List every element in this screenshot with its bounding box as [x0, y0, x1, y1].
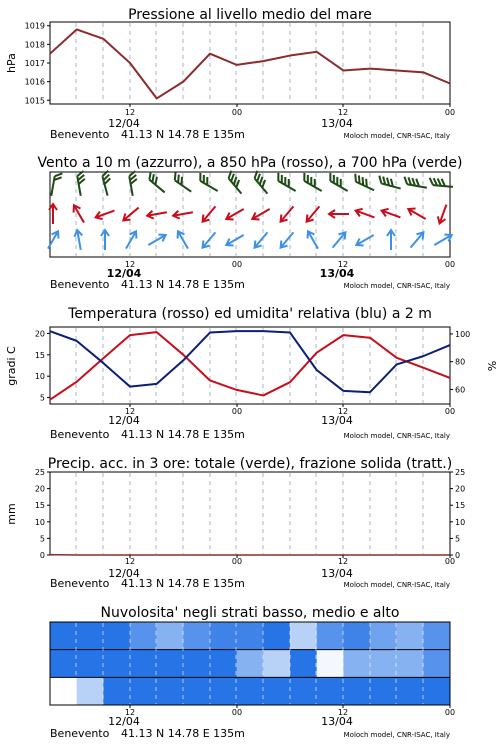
temp-rh-title: Temperatura (rosso) ed umidita' relativa (blu) a 2 m	[68, 306, 432, 322]
cloud-cell-alto	[237, 622, 264, 650]
cloud-cell-basso	[130, 677, 157, 705]
cloud-cell-medio	[263, 650, 290, 678]
cloud-cell-basso	[77, 677, 104, 705]
cloud-cell-alto	[397, 622, 424, 650]
clouds-xtick-label: 12	[337, 708, 349, 717]
precip-right-ytick-label: 0	[455, 551, 461, 560]
cloud-cell-alto	[77, 622, 104, 650]
wind-station: Benevento	[50, 278, 110, 291]
wind-date-label: 13/04	[319, 267, 355, 280]
wind-xtick-label: 00	[231, 260, 243, 269]
precip-right-ytick-label: 20	[455, 484, 466, 494]
wind-barb	[278, 230, 297, 250]
cloud-cell-alto	[183, 622, 210, 650]
cloud-cell-alto	[103, 622, 130, 650]
clouds-title: Nuvolosita' negli strati basso, medio e alto	[100, 605, 400, 621]
cloud-cell-basso	[50, 677, 77, 705]
wind-title: Vento a 10 m (azzurro), a 850 hPa (rosso), a 700 hPa (verde)	[37, 155, 463, 171]
wind-barb	[380, 207, 402, 221]
precip-left-ytick-label: 5	[39, 534, 45, 544]
cloud-cell-basso	[237, 677, 264, 705]
precip-left-ytick-label: 10	[34, 517, 45, 527]
precip-coords: 41.13 N 14.78 E 135m	[121, 577, 245, 590]
wind-barb	[436, 203, 450, 225]
precip-xtick-label: 00	[444, 557, 456, 566]
temp-left-ytick-label: 15	[34, 350, 45, 360]
wind-barb	[73, 229, 84, 250]
wind-barb	[172, 208, 193, 219]
precip-left-ytick-label: 0	[39, 551, 45, 560]
wind-barb-feather	[352, 174, 359, 182]
wind-barb	[101, 230, 109, 250]
cloud-cell-alto	[130, 622, 157, 650]
wind-barb	[224, 232, 245, 249]
wind-barb-feather	[301, 173, 308, 181]
cloud-cell-medio	[423, 650, 450, 678]
temp-rh-xtick-label: 12	[337, 407, 349, 416]
precip-title: Precip. acc. in 3 ore: totale (verde), frazione solida (tratt.)	[47, 456, 453, 472]
precip-station: Benevento	[50, 577, 110, 590]
precip-date-label: 13/04	[321, 567, 353, 580]
wind-xtick-label: 12	[337, 260, 349, 269]
cloud-cell-alto	[210, 622, 237, 650]
pressure-ytick-label: 1017	[24, 59, 45, 68]
clouds-date-label: 13/04	[321, 715, 353, 728]
cloud-cell-medio	[370, 650, 397, 678]
wind-barb	[146, 232, 167, 249]
precip-right-ytick-label: 10	[455, 517, 466, 527]
wind-barb	[200, 204, 219, 224]
humidity-line	[50, 331, 450, 392]
cloud-cell-medio	[103, 650, 130, 678]
wind-barb	[406, 206, 427, 223]
temp-rh-xtick-label: 00	[444, 407, 456, 416]
wind-barb	[197, 173, 221, 191]
precip-xtick-label: 12	[337, 557, 349, 566]
wind-barb	[94, 207, 116, 221]
wind-barb-feather	[275, 173, 282, 181]
pressure-credit: Moloch model, CNR-ISAC, Italy	[343, 132, 450, 140]
cloud-cell-basso	[157, 677, 184, 705]
wind-barb	[329, 210, 349, 218]
precip-ylabel: mm	[5, 503, 18, 525]
pressure-xtick-label: 12	[124, 108, 136, 117]
wind-barb	[377, 176, 402, 189]
pressure-ytick-label: 1019	[24, 21, 45, 31]
temp-rh-date-label: 12/04	[108, 414, 140, 427]
precip-credit: Moloch model, CNR-ISAC, Italy	[343, 581, 450, 589]
pressure-title: Pressione al livello medio del mare	[128, 7, 372, 23]
wind-barb	[304, 204, 323, 224]
cloud-cell-medio	[290, 650, 317, 678]
cloud-cell-medio	[317, 650, 344, 678]
cloud-cell-medio	[157, 650, 184, 678]
wind-barb-feather	[377, 176, 383, 184]
cloud-cell-alto	[343, 622, 370, 650]
pressure-xtick-label: 00	[444, 108, 456, 117]
cloud-cell-medio	[183, 650, 210, 678]
temp-rh-credit: Moloch model, CNR-ISAC, Italy	[343, 432, 450, 440]
pressure-ytick-label: 1015	[24, 96, 45, 106]
wind-credit: Moloch model, CNR-ISAC, Italy	[343, 282, 450, 290]
wind-barb	[146, 172, 169, 193]
wind-barb	[278, 204, 297, 224]
precip-xtick-label: 12	[124, 557, 136, 566]
wind-barb	[252, 230, 271, 250]
rh-ylabel: %	[485, 360, 498, 372]
cloud-cell-medio	[343, 650, 370, 678]
wind-xtick-label: 12	[124, 260, 136, 269]
cloud-cell-alto	[317, 622, 344, 650]
cloud-cell-medio	[50, 650, 77, 678]
cloud-cell-medio	[210, 650, 237, 678]
cloud-cell-basso	[397, 677, 424, 705]
wind-barb	[408, 230, 427, 250]
clouds-coords: 41.13 N 14.78 E 135m	[121, 727, 245, 740]
cloud-cell-alto	[157, 622, 184, 650]
temp-rh-date-label: 13/04	[321, 414, 353, 427]
cloud-cell-alto	[370, 622, 397, 650]
temp-rh-coords: 41.13 N 14.78 E 135m	[121, 428, 245, 441]
cloud-cell-medio	[77, 650, 104, 678]
pressure-ytick-label: 1016	[24, 77, 45, 87]
cloud-cell-basso	[210, 677, 237, 705]
wind-barb	[330, 230, 349, 250]
wind-barb	[252, 171, 273, 194]
pressure-ytick-label: 1018	[24, 40, 45, 50]
wind-barb-feather	[327, 173, 334, 181]
rh-right-ytick-label: 80	[455, 357, 466, 367]
cloud-cell-alto	[290, 622, 317, 650]
cloud-cell-alto	[263, 622, 290, 650]
wind-barb	[146, 208, 167, 219]
wind-barb	[77, 171, 88, 196]
pressure-xtick-label: 00	[231, 108, 243, 117]
wind-barb	[123, 229, 140, 250]
temp-rh-station: Benevento	[50, 428, 110, 441]
pressure-station: Benevento	[50, 128, 110, 141]
precip-right-ytick-label: 15	[455, 501, 466, 511]
wind-barb	[275, 173, 299, 191]
clouds-xtick-label: 12	[124, 708, 136, 717]
cloud-cell-basso	[183, 677, 210, 705]
wind-barb	[354, 232, 375, 249]
wind-coords: 41.13 N 14.78 E 135m	[121, 278, 245, 291]
wind-barb	[305, 229, 322, 250]
wind-barb	[121, 205, 141, 224]
precip-right-ytick-label: 25	[455, 468, 466, 477]
clouds-xtick-label: 00	[231, 708, 243, 717]
cloud-cell-basso	[343, 677, 370, 705]
pressure-line	[50, 29, 450, 98]
temp-left-ytick-label: 20	[34, 329, 45, 339]
temp-left-ytick-label: 5	[39, 393, 45, 403]
pressure-coords: 41.13 N 14.78 E 135m	[121, 128, 245, 141]
temp-rh-xtick-label: 00	[231, 407, 243, 416]
wind-barb	[224, 206, 245, 223]
wind-barb	[45, 229, 62, 250]
wind-barb	[354, 207, 376, 221]
wind-barb	[387, 230, 395, 250]
temp-left-ytick-label: 10	[34, 372, 45, 382]
precip-left-ytick-label: 20	[34, 484, 45, 494]
temp-ylabel: gradi C	[5, 346, 18, 386]
pressure-date-label: 13/04	[321, 117, 353, 130]
cloud-cell-basso	[263, 677, 290, 705]
wind-barb	[200, 230, 219, 250]
cloud-cell-basso	[370, 677, 397, 705]
wind-barb	[403, 177, 428, 188]
cloud-cell-medio	[237, 650, 264, 678]
temperature-line	[50, 332, 450, 400]
wind-barb	[250, 206, 271, 223]
cloud-cell-basso	[290, 677, 317, 705]
cloud-cell-medio	[130, 650, 157, 678]
rh-right-ytick-label: 100	[455, 329, 471, 339]
wind-barb-feather	[197, 173, 204, 181]
wind-barb	[71, 203, 88, 224]
precip-left-ytick-label: 15	[34, 501, 45, 511]
cloud-cell-medio	[397, 650, 424, 678]
clouds-credit: Moloch model, CNR-ISAC, Italy	[343, 731, 450, 739]
precip-right-ytick-label: 5	[455, 534, 461, 544]
clouds-xtick-label: 00	[444, 708, 456, 717]
precip-xtick-label: 00	[231, 557, 243, 566]
wind-date-label: 12/04	[106, 267, 142, 280]
wind-xtick-label: 00	[444, 260, 456, 269]
rh-right-ytick-label: 60	[455, 385, 466, 395]
clouds-station: Benevento	[50, 727, 110, 740]
pressure-ylabel: hPa	[5, 53, 18, 73]
cloud-cell-basso	[423, 677, 450, 705]
temp-rh-xtick-label: 12	[124, 407, 136, 416]
cloud-cell-alto	[423, 622, 450, 650]
cloud-cell-basso	[103, 677, 130, 705]
wind-barb	[327, 173, 351, 191]
wind-barb	[301, 173, 325, 191]
pressure-date-label: 12/04	[108, 117, 140, 130]
precip-frame	[50, 472, 450, 555]
cloud-cell-alto	[50, 622, 77, 650]
precip-date-label: 12/04	[108, 567, 140, 580]
wind-barb	[352, 174, 377, 190]
clouds-date-label: 12/04	[108, 715, 140, 728]
cloud-cell-basso	[317, 677, 344, 705]
wind-barb	[51, 172, 62, 197]
precip-left-ytick-label: 25	[34, 468, 45, 477]
pressure-xtick-label: 12	[337, 108, 349, 117]
